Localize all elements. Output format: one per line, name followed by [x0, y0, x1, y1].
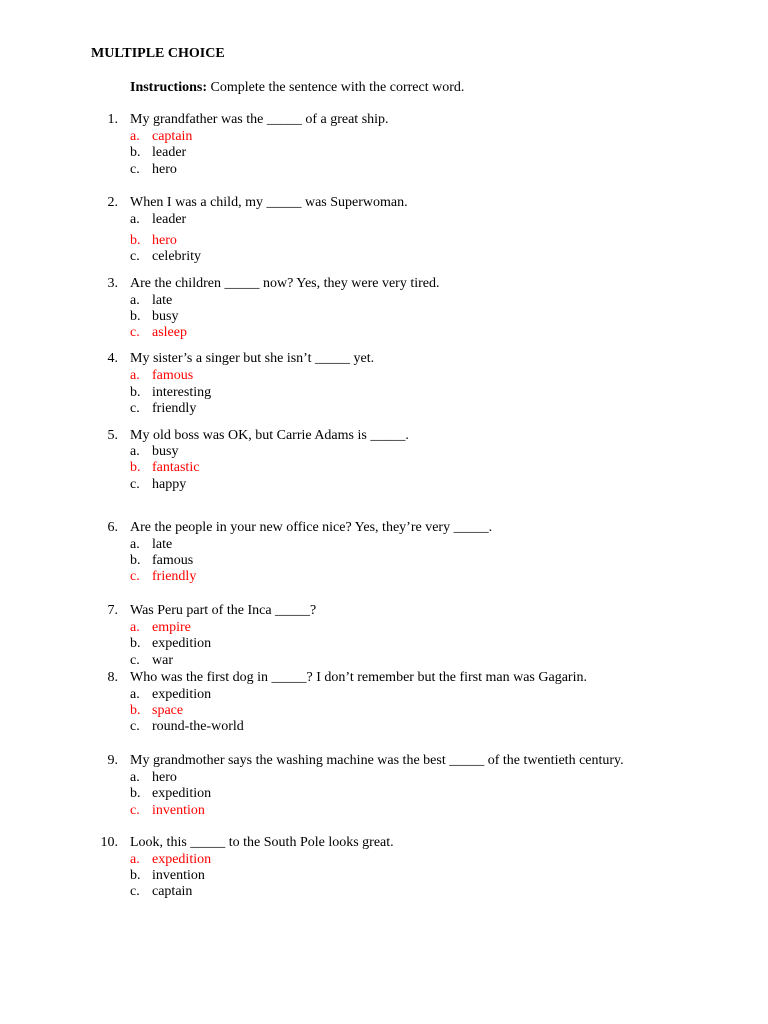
question-number: 7.	[107, 603, 118, 618]
question-number: 1.	[107, 112, 118, 127]
question-text: Look, this _____ to the South Pole looks great.	[130, 835, 394, 850]
option-letter: b.	[130, 385, 141, 400]
option-text: hero	[152, 770, 177, 785]
option-text: hero	[152, 233, 177, 248]
question-number: 10.	[100, 835, 118, 850]
option-letter: c.	[130, 803, 140, 818]
option-letter: a.	[130, 368, 140, 383]
option-letter: b.	[130, 233, 141, 248]
option-text: leader	[152, 212, 187, 227]
option-text: late	[152, 537, 173, 552]
question-text: My old boss was OK, but Carrie Adams is _____.	[130, 428, 409, 443]
option-text: friendly	[152, 401, 197, 416]
question-text: My grandmother says the washing machine was the best _____ of the twentieth century.	[130, 753, 624, 768]
option-text: happy	[152, 477, 187, 492]
option-letter: c.	[130, 325, 140, 340]
option-letter: b.	[130, 636, 141, 651]
option-text: fantastic	[152, 460, 200, 475]
question-text: When I was a child, my _____ was Superwoman.	[130, 195, 408, 210]
option-text: expedition	[152, 636, 212, 651]
instructions-text: Complete the sentence with the correct word.	[207, 80, 465, 95]
question-text: My grandfather was the _____ of a great ship.	[130, 112, 389, 127]
option-text: captain	[152, 129, 193, 144]
option-text: expedition	[152, 687, 212, 702]
option-letter: a.	[130, 129, 140, 144]
option-letter: b.	[130, 460, 141, 475]
question-number: 5.	[107, 428, 118, 443]
question-text: Are the children _____ now? Yes, they were very tired.	[130, 276, 440, 291]
option-text: friendly	[152, 569, 197, 584]
option-letter: a.	[130, 620, 140, 635]
option-letter: c.	[130, 569, 140, 584]
option-text: war	[152, 653, 173, 668]
option-letter: b.	[130, 145, 141, 160]
option-text: famous	[152, 553, 194, 568]
question-number: 6.	[107, 520, 118, 535]
option-letter: b.	[130, 553, 141, 568]
option-letter: a.	[130, 770, 140, 785]
option-text: busy	[152, 309, 179, 324]
option-letter: c.	[130, 401, 140, 416]
option-letter: a.	[130, 687, 140, 702]
option-text: expedition	[152, 786, 212, 801]
question-text: Are the people in your new office nice? Yes, they’re very _____.	[130, 520, 493, 535]
option-letter: b.	[130, 703, 141, 718]
option-letter: c.	[130, 653, 140, 668]
question-text: Was Peru part of the Inca _____?	[130, 603, 317, 618]
option-text: expedition	[152, 852, 212, 867]
option-letter: a.	[130, 212, 140, 227]
option-letter: a.	[130, 293, 140, 308]
instructions	[130, 79, 464, 97]
option-text: invention	[152, 868, 205, 883]
question-number: 9.	[107, 753, 118, 768]
option-text: captain	[152, 884, 193, 899]
question-number: 3.	[107, 276, 118, 291]
option-letter: b.	[130, 309, 141, 324]
option-text: invention	[152, 803, 205, 818]
option-text: space	[152, 703, 184, 718]
instructions-label: Instructions:	[130, 80, 208, 95]
option-text: round-the-world	[152, 719, 244, 734]
option-text: famous	[152, 368, 194, 383]
option-text: asleep	[152, 325, 187, 340]
option-letter: a.	[130, 444, 140, 459]
option-letter: c.	[130, 719, 140, 734]
option-letter: b.	[130, 868, 141, 883]
option-text: hero	[152, 162, 177, 177]
option-text: busy	[152, 444, 179, 459]
option-letter: c.	[130, 884, 140, 899]
option-letter: c.	[130, 162, 140, 177]
option-letter: a.	[130, 852, 140, 867]
page-title: MULTIPLE CHOICE	[91, 46, 225, 61]
option-letter: c.	[130, 249, 140, 264]
question-text: My sister’s a singer but she isn’t _____ yet.	[130, 351, 375, 366]
option-letter: a.	[130, 537, 140, 552]
option-letter: b.	[130, 786, 141, 801]
option-text: celebrity	[152, 249, 201, 264]
question-number: 2.	[107, 195, 118, 210]
option-letter: c.	[130, 477, 140, 492]
question-number: 4.	[107, 351, 118, 366]
question-number: 8.	[107, 670, 118, 685]
option-text: interesting	[152, 385, 212, 400]
question-text: Who was the first dog in _____? I don’t remember but the first man was Gagarin.	[130, 670, 587, 685]
option-text: late	[152, 293, 173, 308]
option-text: empire	[152, 620, 191, 635]
option-text: leader	[152, 145, 187, 160]
